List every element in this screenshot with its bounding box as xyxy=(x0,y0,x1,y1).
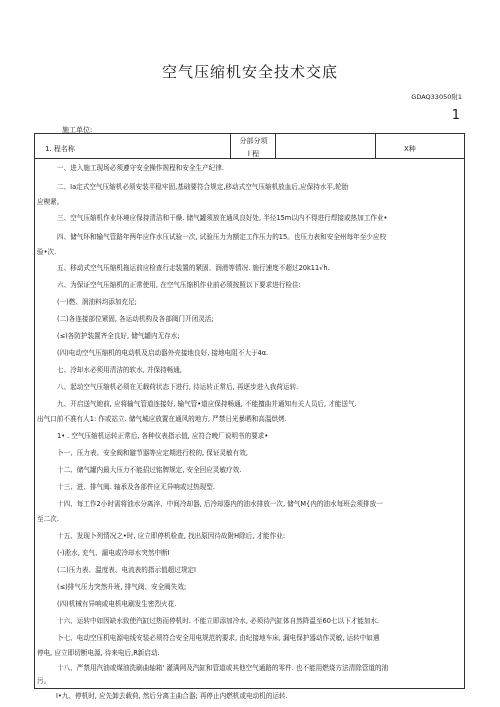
text-line: 二、Ia定式空气压缩机必须安装平稳牢固,基础要符合规定,移动式空气压缩机放血后,应保持水平,轮胎 xyxy=(57,183,349,191)
work-type-cell xyxy=(376,134,466,158)
text-line: (≤)各防护装置齐全良好, 储气罐内无存水; xyxy=(57,332,180,340)
text-line: 验•次. xyxy=(37,248,57,256)
page-title: 空气压缩机安全技术交底 xyxy=(161,63,338,81)
text-line: 卜七、电动空压机电源电线安装必须符合安全用电规范的要求, 由纪接地车床, 漏电保护器动作灵敏, 运转中如遇 xyxy=(57,634,380,642)
text-line: 八、起动空气压缩机必须在无载荷状态下进行, 待运转正常后, 再逐步进入我荷运转. xyxy=(57,383,299,391)
text-line: (四)机械有异响或电机电刷发生密烈火花. xyxy=(57,600,177,608)
text-line: 十八、严禁用汽油或煤油洗刷曲轴箱' 灌满网及汽缸和管道或其他空气通路的零件. 也不能用燃烧方法清除管道的油 xyxy=(57,664,389,672)
text-line: 四、储气环和输气管路年两年应作水压试验一次, 试验压力为额定工作压力的15。也压力表和安全州每年至少应校 xyxy=(57,233,387,241)
text-line: 1• . 空气压缩机运转正常后, 各种仪表指示值, 应符合晚厂说明书的要求• xyxy=(57,432,269,440)
text-line: 九、开启送气她前, 应将输气管道连接好, 输气管•道应保持畅通, 不能擅曲并通知有关人员后, 才能送气. xyxy=(57,400,357,408)
text-line: 五、移动式空气压缩机拖运前应检查行走装置的紧固、润滑等情况. 施行速度不超过20k11√h. xyxy=(57,264,330,272)
text-line: 十五、发现卜列情况之•时, 应立即停机检查, 找出原因待故附H除后, 才能作业: xyxy=(57,532,286,540)
text-line: 十四、每工作2小时需将油水分离淬、中间冷却器, 后冷却器内的油水排放一次, 储气M{内的油水每班会须排放一 xyxy=(57,500,383,508)
work-type-label: X种 xyxy=(404,145,416,153)
text-line: 六、为保证空气压缩机的正常使用, 在空气压缩机作业前必须按照以下要求进行检住: xyxy=(57,281,301,289)
document-code: GDAQ33050附1 xyxy=(411,93,462,101)
text-line: 三、空气压缩机作业环境应保持清洁和干燥. 储气罐须放在通风良好处, 半径15m以内不得进行焊接或热加工作业• xyxy=(57,214,388,222)
text-line: 卜一、压力表、安全阀和避节器等应定期进行校的, 保证灵敏有效, xyxy=(57,449,248,457)
text-line: 污。 xyxy=(37,677,51,685)
header-table xyxy=(34,133,465,159)
text-line: 至二次. xyxy=(37,515,59,523)
content-box xyxy=(34,159,465,689)
page-number: 1 xyxy=(451,108,460,123)
text-line: (二)压力表、温度表、电流表的指示值超过规定I xyxy=(57,566,196,574)
text-line: I•九、停机时, 应先卸去载荷, 然后分离主曲合器; 再停止内燃机或电动机的运转. xyxy=(56,692,288,700)
text-line: 七、冷却水必须用清洁的软水, 并保持畅通, xyxy=(57,366,182,374)
construction-unit-label: 施工单位: xyxy=(62,126,93,134)
text-line: (四)电动空气压缩机的电动机及启动器外壳接地良好, 接地电阻不大于4α. xyxy=(57,349,269,357)
text-line: 十三、进、排气阀. 轴承及各部件应无异响或过热现型. xyxy=(57,483,215,491)
text-line: 应楔紧。 xyxy=(37,198,64,206)
text-line: 停电, 应立即切断电源, 待来电后,R新启动. xyxy=(37,649,160,657)
text-line: 出气口前不准有人1: 作或站立. 储气城应放置在通风的地方, 严禁日光暴晒和高温烘烤. xyxy=(37,415,287,423)
text-line: 十二、储气罐内最大压力不能招过铭牌规定, 安全回应灵敏疗效. xyxy=(57,466,242,474)
text-line: (二)各连接部位紧固, 各运动机构及各部阀门开闭灵活; xyxy=(57,315,214,323)
subdivision-cell xyxy=(231,134,276,158)
subdivision-label-bottom: l 程 xyxy=(247,150,260,158)
subdivision-value-cell xyxy=(276,134,376,158)
project-name-label: 1. 程名称 xyxy=(45,145,75,153)
text-line: 一、进入施工现场必须遵守安全操作规程和安全生产纪律. xyxy=(57,164,224,172)
subdivision-label-top: 分部分项 xyxy=(239,137,268,145)
text-line: (≤)排气压力突然升班, 排气阀、安全阀失效; xyxy=(57,583,187,591)
project-name-cell xyxy=(35,134,231,158)
text-line: (一)燃、润油料均添加充足; xyxy=(57,298,137,306)
text-line: (-)淞水, 充气、漏电或冷却水突然中断I xyxy=(57,549,170,557)
text-line: 十六、运转中如因缺水致使汽缸过热而停机时. 不能立即添加冷水, 必须待汽缸体自然降温至60七以下才能加水. xyxy=(57,617,380,625)
